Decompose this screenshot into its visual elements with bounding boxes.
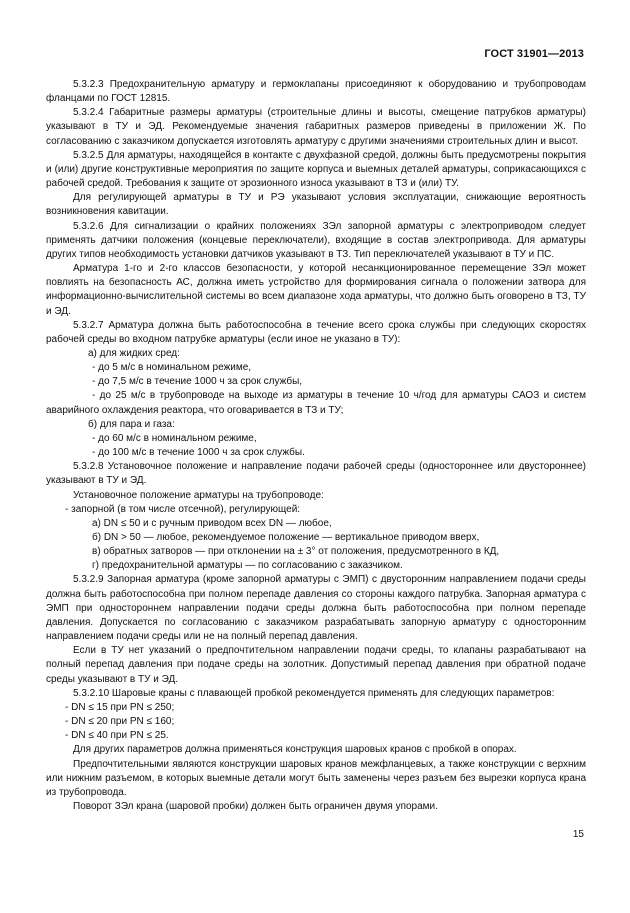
list-item: - до 60 м/с в номинальном режиме, — [92, 432, 257, 444]
list-item: а) DN ≤ 50 и с ручным приводом всех DN — любое, — [92, 517, 332, 529]
paragraph: 5.3.2.9 Запорная арматура (кроме запорной арматуры с ЭМП) с двусторонним направлением подачи среды должна быть работоспособна при полном перепаде давления со стороны каждого патрубка. Запорная арматура с ЭМП при одностороннем направлении подачи среды должна быть работоспособна при полном перепаде давления. Допускается по согласованию с заказчиком разрабатывать запорную арматуру с односторонним направлением подачи среды или не на полный перепад давления. — [46, 574, 586, 643]
paragraph: 5.3.2.5 Для арматуры, находящейся в контакте с двухфазной средой, должны быть предусмотрены покрытия и (или) другие конструктивные мероприятия по защите корпуса и выемных деталей арматуры, соприкасающихся с рабочей средой. Требования к защите от эрозионного износа указывают в ТЗ и (или) ТУ. — [46, 149, 586, 190]
list-item: - до 5 м/с в номинальном режиме, — [92, 362, 252, 374]
list-item: - DN ≤ 20 при PN ≤ 160; — [65, 716, 175, 728]
paragraph: Для других параметров должна применяться конструкция шаровых кранов с пробкой в опорах. — [73, 744, 517, 756]
paragraph: Для регулирующей арматуры в ТУ и РЭ указывают условия эксплуатации, снижающие вероятность возникновения кавитации. — [46, 192, 586, 218]
paragraph: 5.3.2.3 Предохранительную арматуру и гермоклапаны присоединяют к оборудованию и трубопроводам фланцами по ГОСТ 12815. — [46, 79, 586, 105]
list-item: в) обратных затворов — при отклонении на ± 3° от положения, предусмотренного в КД, — [92, 546, 500, 558]
list-item: - DN ≤ 15 при PN ≤ 250; — [65, 701, 175, 713]
list-item: г) предохранительной арматуры — по согласованию с заказчиком. — [92, 560, 403, 572]
paragraph: 5.3.2.6 Для сигнализации о крайних положениях ЗЭл запорной арматуры с электроприводом следует применять датчики положения (концевые переключатели), входящие в состав электропривода. Для арматуры других типов необходимость установки датчиков указывают в ТЗ. Тип переключателей указывают в ТУ и ПС. — [46, 220, 586, 260]
list-item: - до 25 м/с в трубопроводе на выходе из арматуры в течение 10 ч/год для арматуры САОЗ и систем аварийного охлаждения реактора, что оговаривается в ТЗ и ТУ; — [46, 390, 586, 416]
paragraph: 5.3.2.8 Установочное положение и направление подачи рабочей среды (одностороннее или двустороннее) указывают в ТУ и ЭД. — [46, 461, 586, 487]
document-body — [46, 78, 586, 814]
document-header: ГОСТ 31901—2013 — [484, 48, 584, 60]
list-item: б) DN > 50 — любое, рекомендуемое положение — вертикальное приводом вверх, — [92, 532, 480, 543]
paragraph: 5.3.2.10 Шаровые краны с плавающей пробкой рекомендуется применять для следующих параметров: — [73, 687, 555, 699]
paragraph: Установочное положение арматуры на трубопроводе: — [73, 489, 324, 501]
paragraph: Если в ТУ нет указаний о предпочтительном направлении подачи среды, то клапаны разрабатывают на полный перепад давления при подаче среды на золотник. Допустимый перепад давления при обратной подаче среды указывают в ТУ и ЭД. — [46, 645, 586, 685]
list-item: - до 7,5 м/с в течение 1000 ч за срок службы, — [92, 376, 303, 388]
paragraph: 5.3.2.4 Габаритные размеры арматуры (строительные длины и высоты, смещение патрубков арматуры) указывают в ТУ и ЭД. Рекомендуемые значения габаритных размеров приведены в приложении Ж. По согласованию с заказчиком допускается изготовлять арматуру с другими значениями строительных длин и высот. — [46, 107, 586, 147]
paragraph: Арматура 1-го и 2-го классов безопасности, у которой несанкционированное перемещение ЗЭл может повлиять на безопасность АС, должна иметь устройство для формирования сигнала о положении затвора для информационно-вычислительной системы во всем диапазоне хода арматуры, что должно быть оговорено в ТЗ, ТУ и ЭД. — [46, 263, 586, 317]
paragraph: Предпочтительными являются конструкции шаровых кранов межфланцевых, а также конструкции с верхним или нижним разъемом, в которых выемные детали могут быть заменены через разъем без вырезки корпуса крана из трубопровода. — [46, 758, 586, 798]
page-number: 15 — [572, 829, 584, 840]
list-heading: а) для жидких сред: — [88, 347, 180, 359]
list-heading: б) для пара и газа: — [88, 418, 175, 430]
paragraph: Поворот ЗЭл крана (шаровой пробки) должен быть ограничен двумя упорами. — [73, 800, 438, 812]
list-heading: - запорной (в том числе отсечной), регулирующей: — [65, 503, 301, 515]
list-item: - DN ≤ 40 при PN ≤ 25. — [65, 730, 169, 742]
list-item: - до 100 м/с в течение 1000 ч за срок службы. — [92, 447, 305, 459]
paragraph: 5.3.2.7 Арматура должна быть работоспособна в течение всего срока службы при следующих скоростях рабочей среды во входном патрубке арматуры (если иное не указано в ТУ): — [46, 319, 586, 345]
